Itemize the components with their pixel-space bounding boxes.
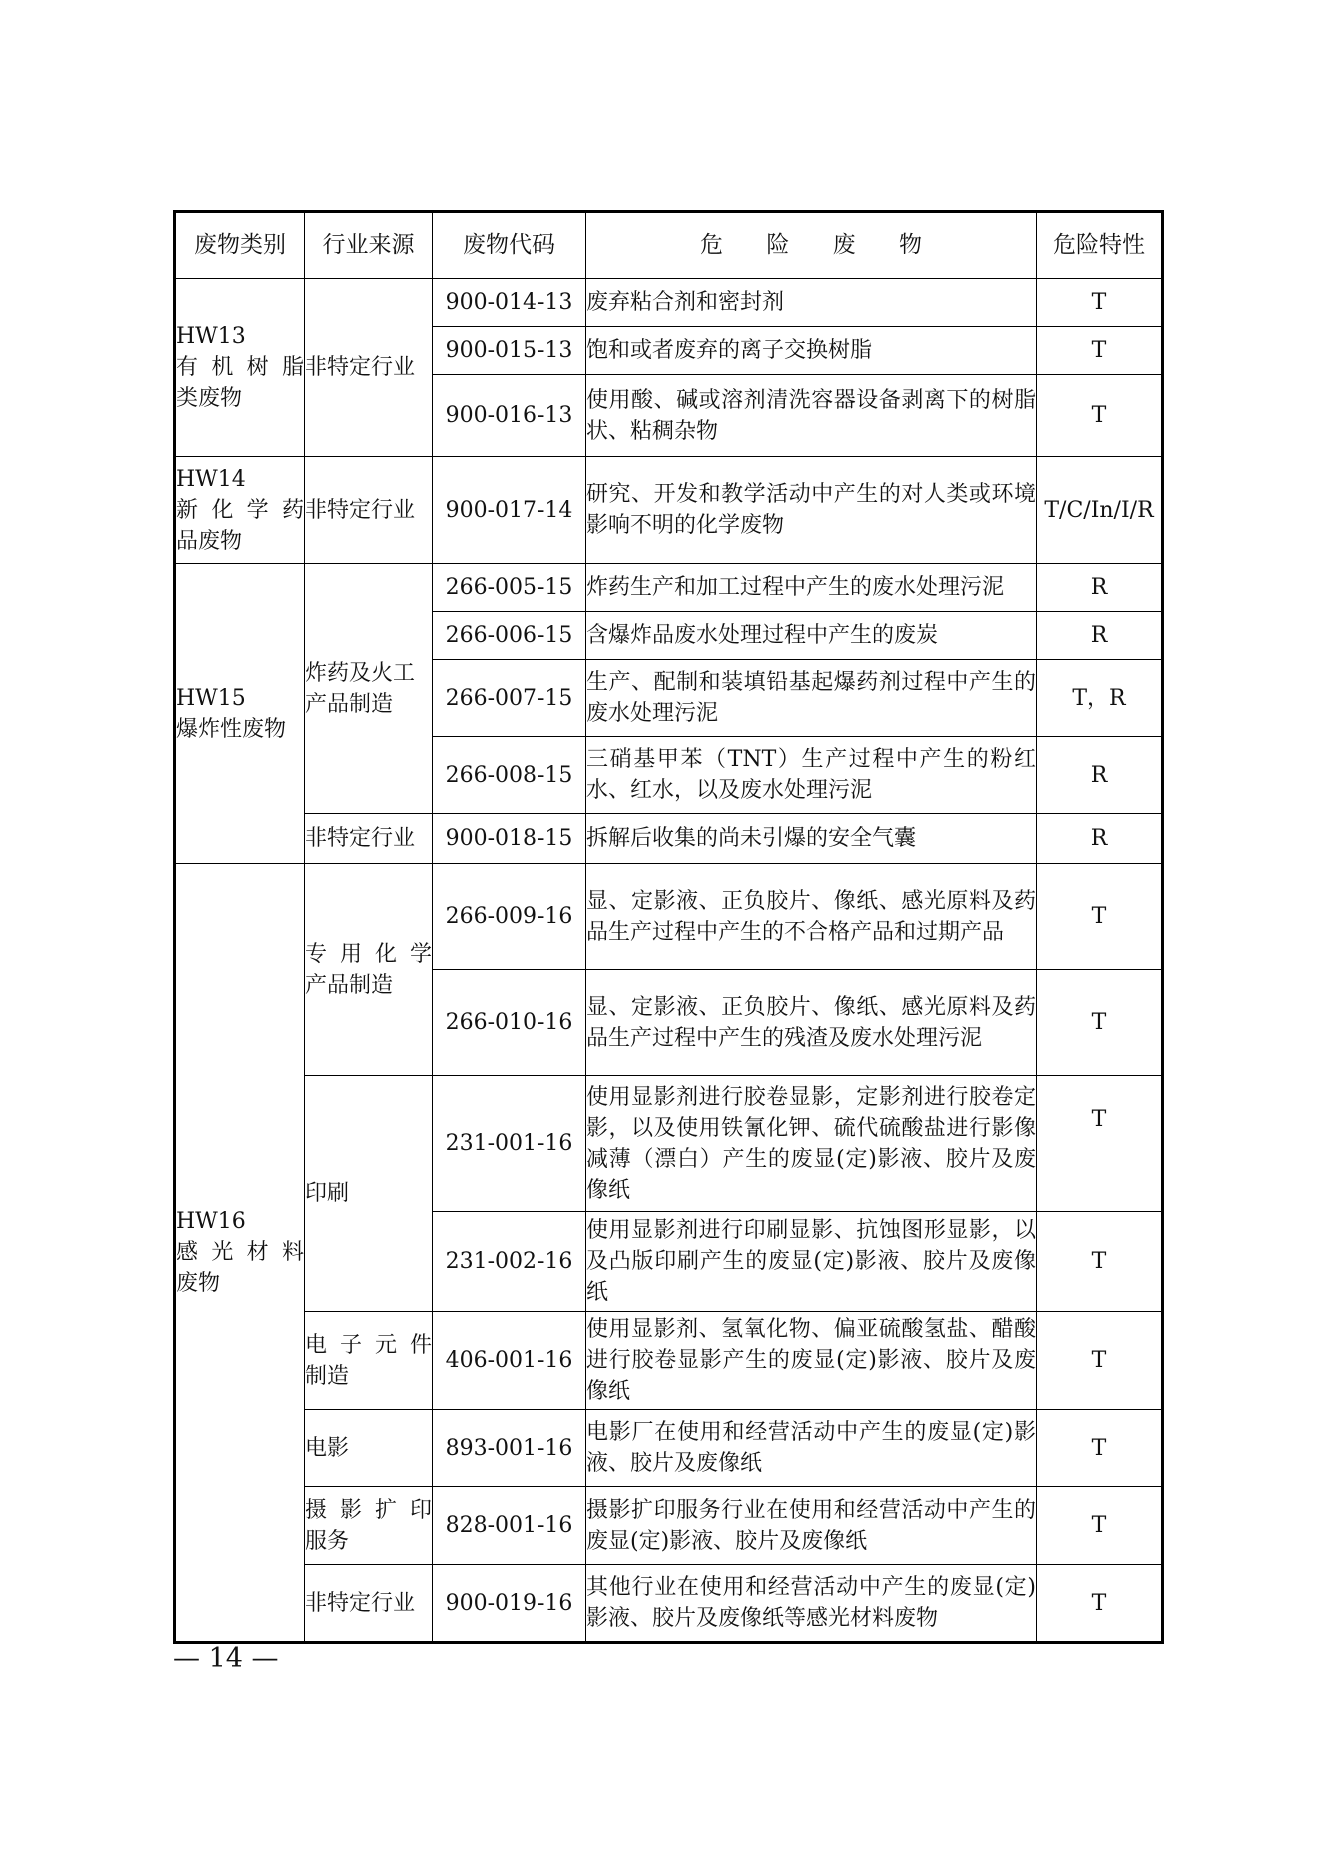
waste-description bbox=[586, 660, 1037, 737]
hazard-property: T bbox=[1037, 1312, 1163, 1410]
waste-description-text: 电影厂在使用和经营活动中产生的废显(定)影液、胶片及废像纸 bbox=[586, 1420, 1036, 1476]
waste-description-text: 其他行业在使用和经营活动中产生的废显(定)影液、胶片及废像纸等感光材料废物 bbox=[586, 1575, 1036, 1631]
waste-description-text: 研究、开发和教学活动中产生的对人类或环境影响不明的化学废物 bbox=[586, 482, 1036, 538]
waste-description bbox=[586, 1076, 1037, 1212]
industry-cell: 非特定行业 bbox=[305, 1565, 433, 1643]
waste-description-text: 使用显影剂进行印刷显影、抗蚀图形显影，以及凸版印刷产生的废显(定)影液、胶片及废像纸 bbox=[586, 1218, 1036, 1305]
hazard-property: T bbox=[1037, 375, 1163, 457]
category-code: HW15 bbox=[176, 685, 246, 711]
hazard-property: T，R bbox=[1037, 660, 1163, 737]
waste-description bbox=[586, 327, 1037, 375]
hazard-property: T bbox=[1037, 970, 1163, 1076]
industry-cell bbox=[305, 864, 433, 1076]
waste-description-text: 显、定影液、正负胶片、像纸、感光原料及药品生产过程中产生的不合格产品和过期产品 bbox=[586, 888, 1036, 945]
waste-description bbox=[586, 564, 1037, 612]
table-header-row bbox=[175, 212, 1163, 279]
hazard-property: T bbox=[1037, 279, 1163, 327]
category-name-line: 感光材料 bbox=[176, 1240, 304, 1265]
waste-code: 900-014-13 bbox=[433, 279, 586, 327]
waste-description-text: 使用酸、碱或溶剂清洗容器设备剥离下的树脂状、粘稠杂物 bbox=[586, 387, 1036, 444]
category-name-line: 废物 bbox=[176, 1271, 221, 1296]
hazard-property: T bbox=[1037, 1487, 1163, 1565]
header-hazard: 危险特性 bbox=[1037, 212, 1163, 279]
table-row bbox=[175, 864, 1163, 970]
industry-cell bbox=[305, 564, 433, 814]
page-number: — 14 — bbox=[173, 1643, 279, 1674]
table-row bbox=[175, 564, 1163, 612]
category-code: HW14 bbox=[176, 466, 246, 492]
waste-description-text: 摄影扩印服务行业在使用和经营活动中产生的废显(定)影液、胶片及废像纸 bbox=[586, 1497, 1036, 1554]
industry-cell bbox=[305, 1312, 433, 1410]
table-row bbox=[175, 279, 1163, 327]
waste-description bbox=[586, 1212, 1037, 1312]
category-cell-hw16 bbox=[175, 864, 305, 1643]
waste-code: 406-001-16 bbox=[433, 1312, 586, 1410]
table-row bbox=[175, 1076, 1163, 1212]
waste-description bbox=[586, 970, 1037, 1076]
waste-description-text: 使用显影剂、氢氧化物、偏亚硫酸氢盐、醋酸进行胶卷显影产生的废显(定)影液、胶片及废像纸 bbox=[586, 1317, 1036, 1404]
category-code: HW13 bbox=[176, 324, 246, 349]
hazardous-waste-table bbox=[173, 210, 1164, 1644]
waste-code: 266-009-16 bbox=[433, 864, 586, 970]
industry-line: 产品制造 bbox=[305, 691, 394, 717]
waste-description bbox=[586, 1410, 1037, 1487]
hazard-property: R bbox=[1037, 737, 1163, 814]
waste-code: 828-001-16 bbox=[433, 1487, 586, 1565]
waste-code: 266-008-15 bbox=[433, 737, 586, 814]
waste-description-text: 饱和或者废弃的离子交换树脂 bbox=[586, 338, 873, 363]
hazard-property: T bbox=[1037, 1565, 1163, 1643]
industry-cell: 非特定行业 bbox=[305, 457, 433, 564]
hazard-property: T bbox=[1037, 327, 1163, 375]
category-cell-hw15 bbox=[175, 564, 305, 864]
waste-description bbox=[586, 457, 1037, 564]
category-code: HW16 bbox=[176, 1209, 246, 1234]
waste-code: 231-002-16 bbox=[433, 1212, 586, 1312]
industry-line: 产品制造 bbox=[305, 972, 394, 998]
waste-description bbox=[586, 612, 1037, 660]
industry-line: 炸药及火工 bbox=[305, 660, 416, 686]
waste-code: 266-010-16 bbox=[433, 970, 586, 1076]
table-row bbox=[175, 814, 1163, 864]
industry-line: 制造 bbox=[305, 1363, 350, 1389]
waste-description bbox=[586, 1312, 1037, 1410]
waste-code: 900-017-14 bbox=[433, 457, 586, 564]
category-name-line: 新化学药 bbox=[176, 497, 304, 523]
industry-cell: 印刷 bbox=[305, 1076, 433, 1312]
table-row bbox=[175, 1410, 1163, 1487]
waste-description bbox=[586, 814, 1037, 864]
waste-code: 900-019-16 bbox=[433, 1565, 586, 1643]
industry-line: 摄影扩印 bbox=[305, 1497, 432, 1523]
waste-description bbox=[586, 375, 1037, 457]
hazard-property: R bbox=[1037, 612, 1163, 660]
industry-cell: 非特定行业 bbox=[305, 814, 433, 864]
waste-code: 231-001-16 bbox=[433, 1076, 586, 1212]
waste-code: 266-005-15 bbox=[433, 564, 586, 612]
header-code: 废物代码 bbox=[433, 212, 586, 279]
hazard-property: T bbox=[1037, 1076, 1163, 1212]
waste-code: 900-015-13 bbox=[433, 327, 586, 375]
hazard-property: T/C/In/I/R bbox=[1037, 457, 1163, 564]
waste-description bbox=[586, 864, 1037, 970]
waste-description-text: 拆解后收集的尚未引爆的安全气囊 bbox=[586, 826, 917, 851]
header-industry: 行业来源 bbox=[305, 212, 433, 279]
industry-cell: 非特定行业 bbox=[305, 279, 433, 457]
category-name-line: 品废物 bbox=[176, 528, 243, 554]
waste-code: 893-001-16 bbox=[433, 1410, 586, 1487]
waste-description-text: 显、定影液、正负胶片、像纸、感光原料及药品生产过程中产生的残渣及废水处理污泥 bbox=[586, 994, 1036, 1051]
waste-description-text: 生产、配制和装填铅基起爆药剂过程中产生的废水处理污泥 bbox=[586, 670, 1036, 726]
table-row bbox=[175, 1312, 1163, 1410]
waste-code: 900-018-15 bbox=[433, 814, 586, 864]
waste-code: 266-007-15 bbox=[433, 660, 586, 737]
waste-description-text: 三硝基甲苯（TNT）生产过程中产生的粉红水、红水，以及废水处理污泥 bbox=[586, 747, 1036, 803]
industry-line: 电子元件 bbox=[305, 1332, 432, 1358]
header-category: 废物类别 bbox=[175, 212, 305, 279]
header-waste: 危 险 废 物 bbox=[586, 212, 1037, 279]
table-row bbox=[175, 457, 1163, 564]
waste-description-text: 炸药生产和加工过程中产生的废水处理污泥 bbox=[586, 575, 1005, 600]
waste-description-text: 含爆炸品废水处理过程中产生的废炭 bbox=[586, 623, 939, 648]
category-name-line: 类废物 bbox=[176, 386, 243, 411]
hazard-property: T bbox=[1037, 1212, 1163, 1312]
category-name-line: 有机树脂 bbox=[176, 355, 304, 380]
industry-cell: 电影 bbox=[305, 1410, 433, 1487]
waste-description-text: 废弃粘合剂和密封剂 bbox=[586, 290, 785, 315]
table-row bbox=[175, 1487, 1163, 1565]
waste-code: 900-016-13 bbox=[433, 375, 586, 457]
waste-description bbox=[586, 737, 1037, 814]
waste-code: 266-006-15 bbox=[433, 612, 586, 660]
category-name-line: 爆炸性废物 bbox=[176, 716, 287, 742]
waste-description-text: 使用显影剂进行胶卷显影，定影剂进行胶卷定影，以及使用铁氰化钾、硫代硫酸盐进行影像减薄（漂白）产生的废显(定)影液、胶片及废像纸 bbox=[586, 1084, 1036, 1203]
table-row bbox=[175, 1565, 1163, 1643]
industry-line: 专用化学 bbox=[305, 941, 432, 967]
industry-line: 服务 bbox=[305, 1528, 350, 1554]
industry-cell bbox=[305, 1487, 433, 1565]
waste-description bbox=[586, 1487, 1037, 1565]
hazard-property: R bbox=[1037, 564, 1163, 612]
waste-description bbox=[586, 279, 1037, 327]
hazard-property: T bbox=[1037, 1410, 1163, 1487]
category-cell-hw14 bbox=[175, 457, 305, 564]
waste-description bbox=[586, 1565, 1037, 1643]
hazard-property: R bbox=[1037, 814, 1163, 864]
category-cell-hw13 bbox=[175, 279, 305, 457]
hazard-property: T bbox=[1037, 864, 1163, 970]
